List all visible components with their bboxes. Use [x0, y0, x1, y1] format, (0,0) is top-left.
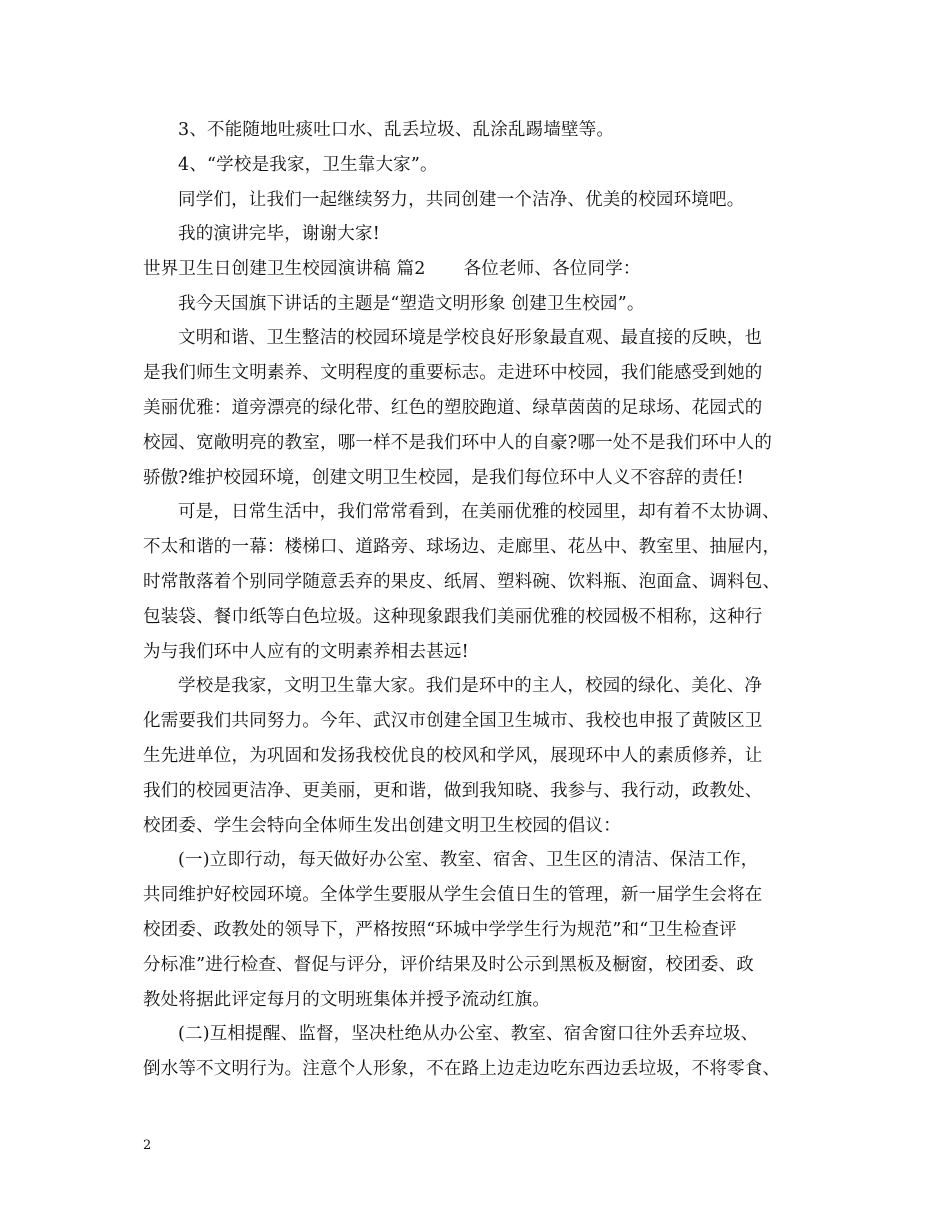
- text-line: 为与我们环中人应有的文明素养相去甚远!: [143, 642, 469, 662]
- text-line: 3、不能随地吐痰吐口水、乱丢垃圾、乱涂乱踢墙壁等。: [178, 120, 615, 140]
- text-line: 分标准”进行检查、督促与评分，评价结果及时公示到黑板及橱窗，校团委、政: [143, 955, 754, 975]
- text-line: 包装袋、餐巾纸等白色垃圾。这种现象跟我们美丽优雅的校园极不相称，这种行: [143, 607, 763, 627]
- text-line: 我们的校园更洁净、更美丽，更和谐，做到我知晓、我参与、我行动，政教处、: [143, 781, 763, 801]
- text-line: 校团委、政教处的领导下，严格按照“环城中学学生行为规范”和“卫生检查评: [143, 920, 737, 940]
- text-line: 时常散落着个别同学随意丢弃的果皮、纸屑、塑料碗、饮料瓶、泡面盒、调料包、: [143, 572, 781, 592]
- page-number: 2: [143, 1138, 152, 1153]
- text-line: 倒水等不文明行为。注意个人形象，不在路上边走边吃东西边丢垃圾，不将零食、: [143, 1059, 781, 1079]
- text-line: 校团委、学生会特向全体师生发出创建文明卫生校园的倡议：: [143, 816, 621, 836]
- text-line: 我今天国旗下讲话的主题是“塑造文明形象 创建卫生校园”。: [178, 294, 645, 314]
- salutation: 各位老师、各位同学：: [463, 259, 641, 279]
- section-heading-line: [143, 257, 641, 281]
- section-title: 世界卫生日创建卫生校园演讲稿 篇2: [143, 259, 426, 279]
- text-line: 教处将据此评定每月的文明班集体并授予流动红旗。: [143, 990, 551, 1010]
- text-line: 学校是我家，文明卫生靠大家。我们是环中的主人，校园的绿化、美化、净: [178, 676, 763, 696]
- text-line: 同学们，让我们一起继续努力，共同创建一个洁净、优美的校园环境吧。: [178, 190, 745, 210]
- text-line: 不太和谐的一幕：楼梯口、道路旁、球场边、走廊里、花丛中、教室里、抽屉内，: [143, 537, 781, 557]
- text-line: 4、“学校是我家，卫生靠大家”。: [178, 155, 438, 175]
- text-line: 骄傲?维护校园环境，创建文明卫生校园，是我们每位环中人义不容辞的责任!: [143, 468, 744, 488]
- text-line: 可是，日常生活中，我们常常看到，在美丽优雅的校园里，却有着不太协调、: [178, 502, 780, 522]
- text-line: 文明和谐、卫生整洁的校园环境是学校良好形象最直观、最直接的反映，也: [178, 328, 763, 348]
- text-line: 校园、宽敞明亮的教室，哪一样不是我们环中人的自豪?哪一处不是我们环中人的: [143, 433, 773, 453]
- text-line: 共同维护好校园环境。全体学生要服从学生会值日生的管理，新一届学生会将在: [143, 885, 763, 905]
- text-line: (一)立即行动，每天做好办公室、教室、宿舍、卫生区的清洁、保洁工作，: [178, 850, 759, 870]
- text-line: (二)互相提醒、监督，坚决杜绝从办公室、教室、宿舍窗口往外丢弃垃圾、: [178, 1024, 759, 1044]
- text-line: 我的演讲完毕，谢谢大家!: [178, 224, 380, 244]
- text-line: 生先进单位，为巩固和发扬我校优良的校风和学风，展现环中人的素质修养，让: [143, 746, 763, 766]
- text-line: 是我们师生文明素养、文明程度的重要标志。走进环中校园，我们能感受到她的: [143, 363, 763, 383]
- text-line: 化需要我们共同努力。今年、武汉市创建全国卫生城市、我校也申报了黄陂区卫: [143, 711, 763, 731]
- text-line: 美丽优雅：道旁漂亮的绿化带、红色的塑胶跑道、绿草茵茵的足球场、花园式的: [143, 398, 763, 418]
